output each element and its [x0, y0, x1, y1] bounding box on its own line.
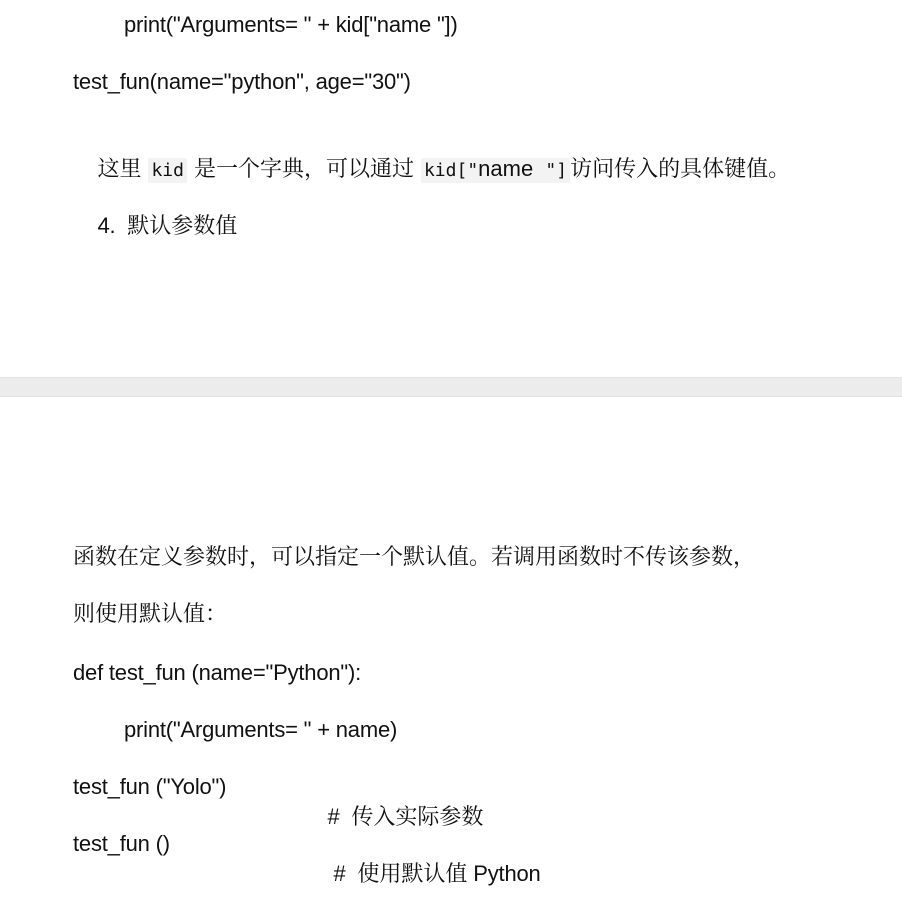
code-line-def: def test_fun (name="Python"):: [73, 660, 362, 685]
explanation-prefix: 这里: [97, 157, 149, 182]
code-line-test-fun-call: test_fun(name="python", age="30"): [73, 69, 411, 94]
comment-hash-1: #: [327, 804, 340, 829]
document-page-bottom: [0, 397, 902, 887]
comment-text-2: 使用默认值: [357, 862, 468, 887]
code-line-print-name: print("Arguments= " + name): [124, 717, 398, 742]
comment-default-value: Python: [473, 861, 541, 886]
code-line-print-kid: print("Arguments= " + kid["name "]): [124, 12, 458, 37]
paragraph-line-2: 则使用默认值：: [73, 602, 228, 627]
code-line-call-yolo: test_fun ("Yolo"): [73, 774, 227, 799]
page-separator: [0, 377, 902, 397]
explanation-middle: 是一个字典，可以通过: [186, 157, 421, 182]
document-page-top: [0, 0, 902, 377]
inline-code-kid-name-key: name: [478, 156, 546, 181]
comment-call-default: [309, 829, 541, 920]
inline-code-kid: kid: [148, 158, 187, 183]
section-heading: [73, 181, 237, 272]
comment-hash-2: #: [333, 861, 346, 886]
comment-text-1: 传入实际参数: [351, 805, 484, 830]
inline-code-kid-name: [421, 158, 570, 183]
inline-code-kid-name-suffix: "]: [545, 160, 568, 181]
inline-code-kid-name-prefix: kid[": [423, 160, 479, 181]
explanation-suffix: 访问传入的具体键值。: [570, 157, 791, 182]
paragraph-line-1: 函数在定义参数时，可以指定一个默认值。若调用函数时不传该参数，: [73, 545, 756, 570]
section-title: 默认参数值: [127, 214, 238, 239]
code-line-call-default: test_fun (): [73, 831, 170, 856]
section-number: 4.: [97, 213, 116, 238]
